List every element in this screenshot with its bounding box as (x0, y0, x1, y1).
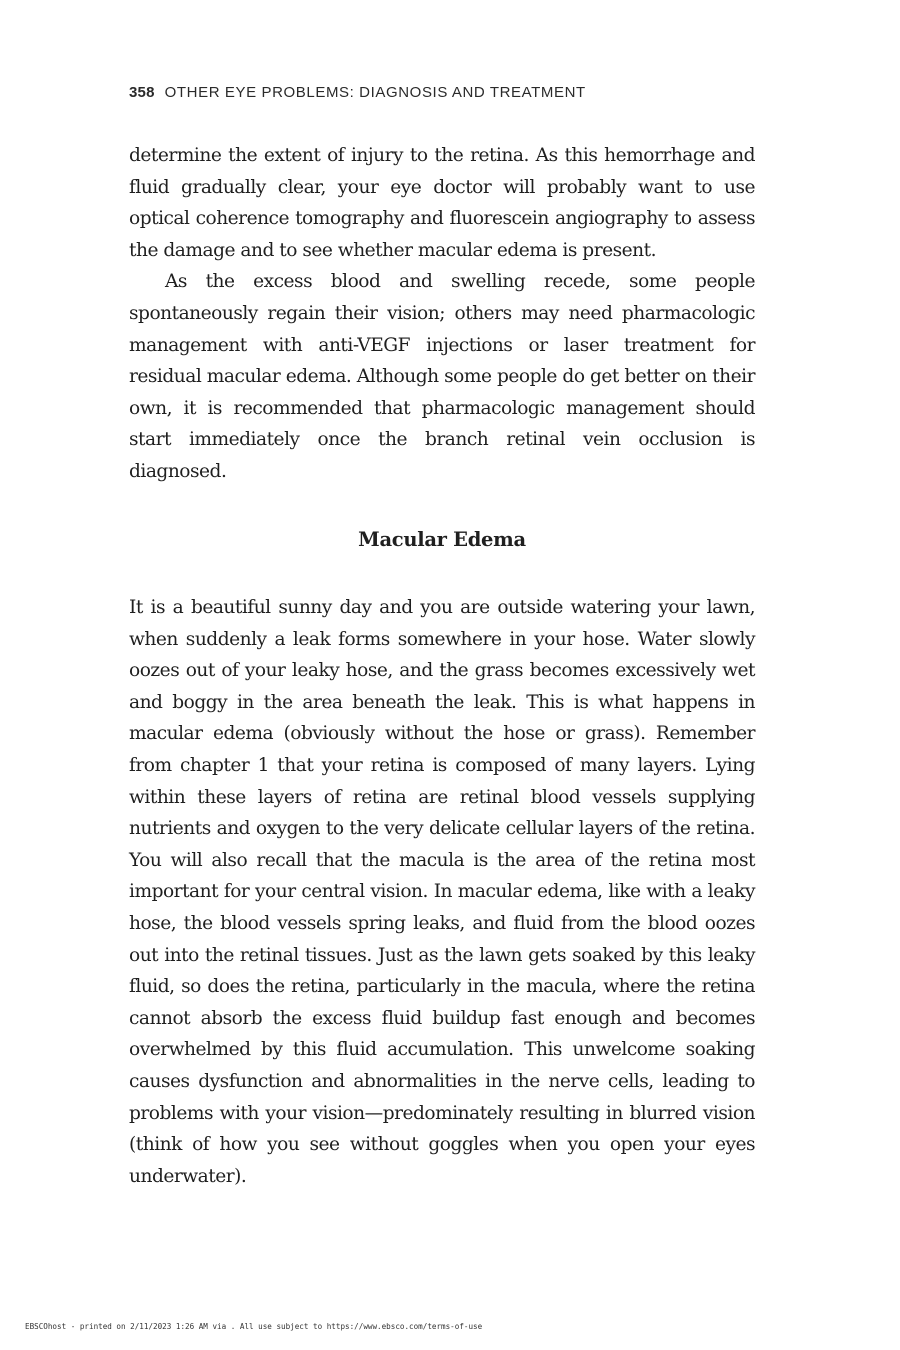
print-notice: EBSCOhost - printed on 2/11/2023 1:26 AM via . All use subject to https://www.ebsco.com/terms-of-use (25, 1322, 483, 1331)
body-text-top (129, 140, 755, 488)
running-head (129, 84, 586, 101)
running-title: OTHER EYE PROBLEMS: DIAGNOSIS AND TREATMENT (164, 84, 586, 101)
page-number: 358 (129, 84, 155, 101)
body-text-bottom (129, 592, 755, 1192)
section-heading: Macular Edema (358, 528, 526, 551)
body-paragraph: As the excess blood and swelling recede, some people spontaneously regain their vision; others may need pharmacologic management with anti-VEGF injections or laser treatment for residual macular edema. Although some people do get better on their own, it is recommended that pharmacologic management should start immediately once the branch retinal vein occlusion is diagnosed. (129, 271, 755, 482)
body-paragraph: determine the extent of injury to the retina. As this hemorrhage and fluid gradually clear, your eye doctor will probably want to use optical coherence tomography and fluorescein angiography to assess the damage and to see whether macular edema is present. (129, 145, 755, 261)
body-paragraph: It is a beautiful sunny day and you are outside watering your lawn, when suddenly a leak forms somewhere in your hose. Water slowly oozes out of your leaky hose, and the grass becomes excessively wet and boggy in the area beneath the leak. This is what happens in macular edema (obviously without the hose or grass). Remember from chapter 1 that your retina is composed of many layers. Lying within these layers of retina are retinal blood vessels supplying nutrients and oxygen to the very delicate cellular layers of the retina. You will also recall that the macula is the area of the retina most important for your central vision. In macular edema, like with a leaky hose, the blood vessels spring leaks, and fluid from the blood oozes out into the retinal tissues. Just as the lawn gets soaked by this leaky fluid, so does the retina, particularly in the macula, where the retina cannot absorb the excess fluid buildup fast enough and becomes overwhelmed by this fluid accumulation. This unwelcome soaking causes dysfunction and abnormalities in the nerve cells, leading to problems with your vision—predominately resulting in blurred vision (think of how you see without goggles when you open your eyes underwater). (129, 597, 755, 1187)
